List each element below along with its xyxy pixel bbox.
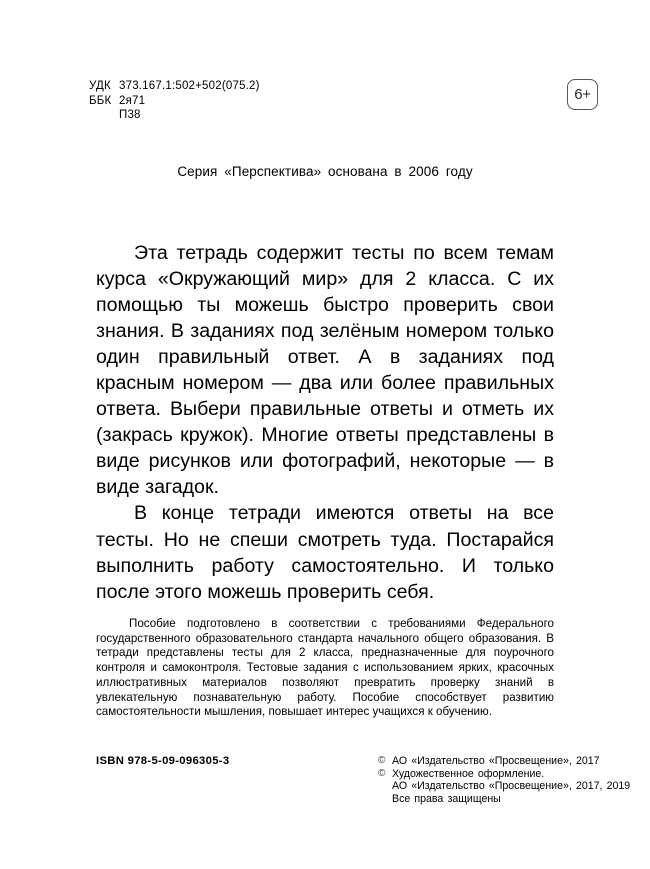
age-rating-badge — [567, 79, 598, 110]
copyright-text: АО «Издательство «Просвещение», 2017 — [392, 755, 600, 767]
copyright-line — [378, 780, 630, 793]
code-value-author-mark: П38 — [119, 109, 141, 121]
annotation-paragraph: Пособие подготовлено в соответствии с требованиями Федерального государственного образовательного стандарта начального общего образования. В тетради представлены тесты для 2 класса, предназначенные для поурочного контроля и самоконтроля. Тестовые задания с использованием ярких, красочных иллюстративных материалов позволяют превратить проверку знаний в увлекательную познавательную работу. Пособие способствует развитию самостоятельности мышления, повышает интерес учащихся к обучению. — [96, 617, 554, 719]
rights-reserved-text: Все права защищены — [392, 792, 501, 805]
code-label-bbk: ББК — [89, 94, 112, 107]
code-row-author-mark — [89, 108, 260, 123]
code-value-bbk: 2я71 — [119, 94, 146, 107]
code-label-udk: УДК — [89, 80, 111, 92]
copyright-symbol-icon: © — [378, 755, 386, 766]
code-row-bbk — [89, 94, 260, 109]
copyright-block — [378, 755, 630, 805]
series-note: Серия «Перспектива» основана в 2006 году — [177, 164, 473, 179]
copyright-line — [378, 755, 630, 768]
intro-paragraph-1: Эта тетрадь содержит тесты по всем темам курса «Окружающий мир» для 2 класса. С их помощью ты можешь быстро проверить свои знания. В заданиях под зелёным номером только один правильный ответ. А в заданиях под красным номером — два или более правильных ответа. Выбери правильные ответы и отметь их (закрась кружок). Многие ответы представлены в виде рисунков или фотографий, некоторые — в виде загадок. — [96, 242, 554, 499]
age-rating-label: 6+ — [574, 86, 591, 103]
copyright-text: АО «Издательство «Просвещение», 2017, 2019 — [392, 780, 631, 793]
classification-codes — [89, 79, 260, 123]
code-row-udk — [89, 79, 260, 94]
copyright-symbol-icon: © — [378, 767, 386, 779]
copyright-line — [378, 768, 630, 781]
copyright-line — [378, 793, 630, 806]
intro-body-text — [96, 240, 554, 605]
annotation-block — [96, 617, 554, 720]
copyright-text: Художественное оформление. — [392, 767, 545, 780]
code-value-udk: 373.167.1:502+502(075.2) — [119, 80, 260, 92]
intro-paragraph-2: В конце тетради имеются ответы на все тесты. Но не спеши смотреть туда. Постарайся выполнить работу самостоятельно. И только после этого можешь проверить себя. — [96, 502, 554, 603]
isbn-line: ISBN 978-5-09-096305-3 — [96, 755, 230, 767]
